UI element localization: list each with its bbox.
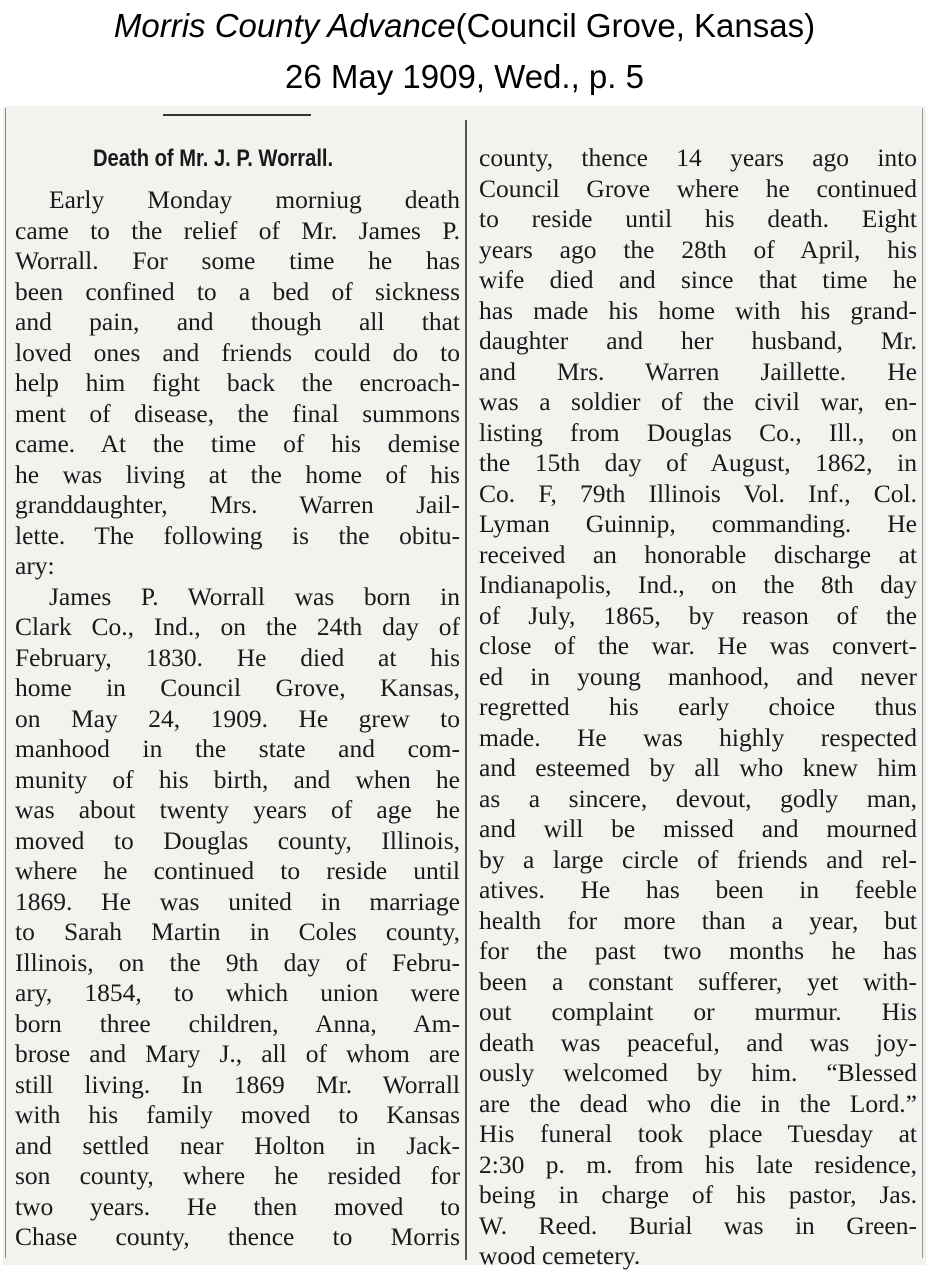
text-line: born three children, Anna, Am-	[15, 1008, 460, 1038]
text-line: as a sincere, devout, godly man,	[479, 783, 917, 813]
text-line: Early Monday morniug death	[49, 185, 460, 214]
text-line: and esteemed by all who knew him	[479, 753, 917, 782]
text-line: out complaint or murmur. His	[479, 997, 917, 1026]
text-line: Lyman Guinnip, commanding. He	[479, 509, 917, 538]
text-line: and will be missed and mourned	[479, 814, 917, 843]
column-divider	[465, 120, 467, 1260]
text-line: wife died and since that time he	[479, 265, 917, 294]
text-line: Illinois, on the 9th day of Febru-	[15, 947, 460, 977]
text-line: 2:30 p. m. from his late residence,	[479, 1149, 917, 1179]
text-line: manhood in the state and com-	[15, 734, 460, 763]
caption-dateline: 26 May 1909, Wed., p. 5	[285, 58, 644, 95]
headline-rule	[163, 114, 311, 116]
text-line: wood cemetery.	[479, 1241, 641, 1270]
text-line: and Mrs. Warren Jaillette. He	[479, 356, 917, 386]
text-line: and pain, and though all that	[15, 307, 460, 336]
text-line: still living. In 1869 Mr. Worrall	[15, 1069, 460, 1099]
text-line: brose and Mary J., all of whom are	[15, 1039, 460, 1068]
clipping-left-edge	[5, 108, 6, 1258]
text-line: the 15th day of August, 1862, in	[479, 448, 917, 477]
text-line: has made his home with his grand-	[479, 295, 917, 325]
text-line: ed in young manhood, and never	[479, 661, 917, 691]
text-line: county, thence 14 years ago into	[479, 143, 917, 172]
article-headline: Death of Mr. J. P. Worrall.	[93, 145, 334, 172]
text-line: was about twenty years of age he	[15, 795, 460, 824]
text-line: 1869. He was united in marriage	[15, 886, 460, 916]
text-line: received an honorable discharge at	[479, 539, 917, 569]
text-line: Worrall. For some time he has	[15, 246, 460, 275]
text-line: health for more than a year, but	[479, 905, 917, 935]
text-line: are the dead who die in the Lord.”	[479, 1088, 917, 1118]
text-line: where he continued to reside until	[15, 856, 460, 885]
text-line: Council Grove where he continued	[479, 173, 917, 203]
caption-source-line	[0, 7, 929, 45]
text-line: help him fight back the encroach-	[15, 368, 460, 397]
clipping-right-edge	[922, 108, 923, 1258]
text-line: Clark Co., Ind., on the 24th day of	[15, 612, 460, 641]
article-column-2	[479, 143, 917, 1272]
text-line: on May 24, 1909. He grew to	[15, 703, 460, 733]
text-line: he was living at the home of his	[15, 459, 460, 489]
text-line: son county, where he resided for	[15, 1161, 460, 1190]
text-line: and settled near Holton in Jack-	[15, 1130, 460, 1160]
text-line: came. At the time of his demise	[15, 429, 460, 458]
text-line: regretted his early choice thus	[479, 692, 917, 721]
publication-location: (Council Grove, Kansas)	[455, 7, 816, 44]
text-line: listing from Douglas Co., Ill., on	[479, 417, 917, 447]
text-line: Indianapolis, Ind., on the 8th day	[479, 570, 917, 599]
text-line: ment of disease, the final summons	[15, 398, 460, 428]
text-line: moved to Douglas county, Illinois,	[15, 825, 460, 855]
text-line: years ago the 28th of April, his	[479, 234, 917, 264]
text-line: ary:	[15, 551, 55, 580]
text-line: ary, 1854, to which union were	[15, 978, 460, 1007]
text-line: been confined to a bed of sickness	[15, 276, 460, 306]
clipping-caption	[0, 0, 929, 106]
text-line: lette. The following is the obitu-	[15, 520, 460, 550]
text-line: made. He was highly respected	[479, 722, 917, 752]
text-line: home in Council Grove, Kansas,	[15, 673, 460, 702]
text-line: atives. He has been in feeble	[479, 875, 917, 904]
text-line: loved ones and friends could do to	[15, 337, 460, 367]
text-line: being in charge of his pastor, Jas.	[479, 1180, 917, 1209]
text-line: been a constant sufferer, yet with-	[479, 966, 917, 996]
text-line: with his family moved to Kansas	[15, 1100, 460, 1129]
text-line: by a large circle of friends and rel-	[479, 844, 917, 874]
text-line: daughter and her husband, Mr.	[479, 326, 917, 355]
text-line: W. Reed. Burial was in Green-	[479, 1210, 917, 1240]
text-line: for the past two months he has	[479, 936, 917, 965]
text-line: two years. He then moved to	[15, 1191, 460, 1221]
text-line: close of the war. He was convert-	[479, 631, 917, 660]
text-line: death was peaceful, and was joy-	[479, 1027, 917, 1057]
text-line: His funeral took place Tuesday at	[479, 1119, 917, 1148]
publication-name: Morris County Advance	[113, 7, 456, 44]
text-line: Chase county, thence to Morris	[15, 1222, 460, 1251]
text-line: came to the relief of Mr. James P.	[15, 215, 460, 245]
text-line: ously welcomed by him. “Blessed	[479, 1058, 917, 1087]
text-line: munity of his birth, and when he	[15, 764, 460, 794]
text-line: was a soldier of the civil war, en-	[479, 387, 917, 416]
text-line: Co. F, 79th Illinois Vol. Inf., Col.	[479, 478, 917, 508]
text-line: February, 1830. He died at his	[15, 642, 460, 672]
text-line: to reside until his death. Eight	[479, 204, 917, 233]
article-column-1	[15, 185, 460, 1253]
text-line: to Sarah Martin in Coles county,	[15, 917, 460, 946]
newspaper-clipping	[3, 106, 926, 1270]
text-line: of July, 1865, by reason of the	[479, 600, 917, 630]
text-line: James P. Worrall was born in	[49, 581, 460, 611]
text-line: granddaughter, Mrs. Warren Jail-	[15, 490, 460, 519]
